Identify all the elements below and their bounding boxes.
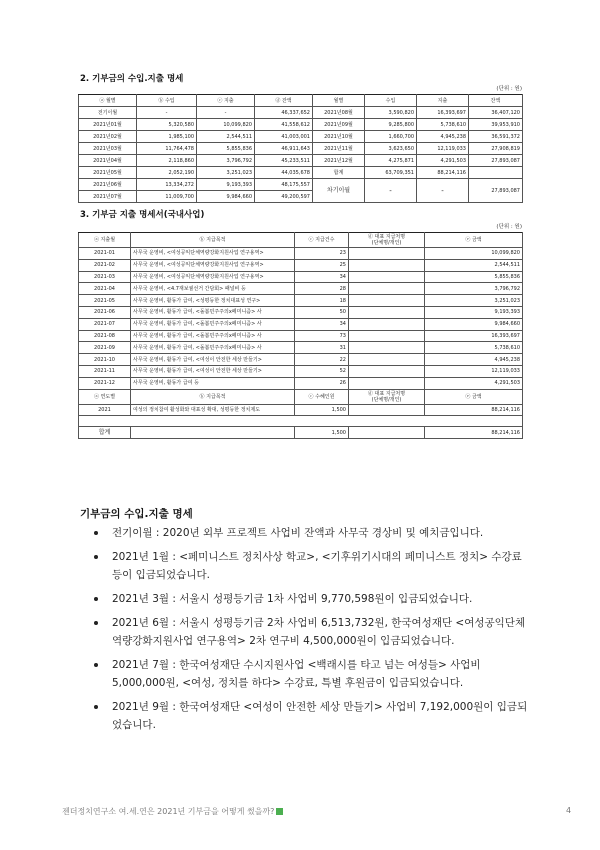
expense-purpose: 사무국 운영비, 활동가 급여, <여성이 안전한 세상 만들기> xyxy=(131,354,295,366)
table-row xyxy=(79,179,523,191)
expense-year-people: 1,500 xyxy=(295,404,349,416)
bullet-icon xyxy=(94,705,98,709)
income-out: 5,855,836 xyxy=(197,143,255,155)
expense-payee xyxy=(349,248,425,260)
income-total-out: 88,214,116 xyxy=(417,167,469,179)
income-in: 3,623,650 xyxy=(365,143,417,155)
income-balance: 46,911,643 xyxy=(255,143,313,155)
expense-purpose: 사무국 운영비, <4.7재보궐선거 간담회> 패널비 등 xyxy=(131,283,295,295)
expense-count: 25 xyxy=(295,259,349,271)
income-out: 3,796,792 xyxy=(197,155,255,167)
income-balance: 46,337,652 xyxy=(255,107,313,119)
expense-payee xyxy=(349,365,425,377)
table-row xyxy=(79,167,523,179)
expense-month: 2021-04 xyxy=(79,283,131,295)
income-balance: 39,953,910 xyxy=(469,119,523,131)
bullet-icon xyxy=(94,663,98,667)
income-carry-out: - xyxy=(417,179,469,203)
expense-amount: 2,544,511 xyxy=(425,259,523,271)
list-item-text: 2021년 1월 : <페미니스트 정치사상 학교>, <기후위기시대의 페미니스트 정치> 수강료 등이 입금되었습니다. xyxy=(112,551,522,581)
income-month: 2021년05월 xyxy=(79,167,137,179)
table-row xyxy=(79,306,523,318)
table-row xyxy=(79,427,523,439)
table-row xyxy=(79,131,523,143)
expense-year: 2021 xyxy=(79,404,131,416)
table-row xyxy=(79,271,523,283)
income-out: 4,945,238 xyxy=(417,131,469,143)
income-carry-label: 차기이월 xyxy=(313,179,365,203)
income-balance: 36,407,120 xyxy=(469,107,523,119)
income-table xyxy=(78,94,523,203)
list-item-text: 2021년 7월 : 한국여성재단 수시지원사업 <백래시를 타고 넘는 여성들> 사업비 5,000,000원, <여성, 정치를 하다> 수강료, 특별 후원금이 입금되었습니다. xyxy=(112,659,481,689)
expense-total-label: 합계 xyxy=(79,427,131,439)
list-item xyxy=(90,548,530,584)
table-row xyxy=(79,155,523,167)
expense-year-header-row xyxy=(79,389,523,404)
table-row xyxy=(79,318,523,330)
expense-year-header: ⓒ 수혜인원 xyxy=(295,389,349,404)
income-header: ⓒ 지출 xyxy=(197,95,255,107)
bullet-icon xyxy=(94,555,98,559)
table-row xyxy=(79,259,523,271)
expense-purpose: 사무국 운영비, <여성공익단체역량강화지원사업 연구용역> xyxy=(131,259,295,271)
income-out: 9,984,660 xyxy=(197,191,255,203)
income-out: 4,291,503 xyxy=(417,155,469,167)
list-item-text: 2021년 6월 : 서울시 성평등기금 2차 사업비 6,513,732원, 한국여성재단 <여성공익단체역량강화지원사업 연구용역> 2차 연구비 4,500,000원이 입금되었습니다. xyxy=(112,617,526,647)
page-number: 4 xyxy=(566,806,572,815)
expense-header: ⓒ 지급건수 xyxy=(295,233,349,248)
section2-title: 2. 기부금의 수입.지출 명세 xyxy=(80,74,184,84)
expense-purpose: 사무국 운영비, 활동가 급여, <돌봄민주주의x페미니즘> 사 xyxy=(131,306,295,318)
expense-month: 2021-09 xyxy=(79,342,131,354)
expense-amount: 12,119,033 xyxy=(425,365,523,377)
income-balance: 49,200,597 xyxy=(255,191,313,203)
expense-table xyxy=(78,232,523,439)
expense-month: 2021-11 xyxy=(79,365,131,377)
income-header: 월별 xyxy=(313,95,365,107)
expense-count: 18 xyxy=(295,295,349,307)
income-month: 2021년02월 xyxy=(79,131,137,143)
income-balance: 36,591,372 xyxy=(469,131,523,143)
expense-purpose: 사무국 운영비, 활동가 급여, <돌봄민주주의x페미니즘> 사 xyxy=(131,342,295,354)
expense-count: 31 xyxy=(295,342,349,354)
expense-month: 2021-03 xyxy=(79,271,131,283)
income-header-row xyxy=(79,95,523,107)
expense-month: 2021-01 xyxy=(79,248,131,260)
income-total-in: 63,709,351 xyxy=(365,167,417,179)
section3-title: 3. 기부금 지출 명세서(국내사업) xyxy=(80,210,205,220)
income-in: - xyxy=(137,107,197,119)
table-spacer xyxy=(79,416,523,427)
income-balance: 45,233,511 xyxy=(255,155,313,167)
income-balance: 27,893,087 xyxy=(469,155,523,167)
expense-year-header: ⓓ 대표 지급처명 (단체명/개인) xyxy=(349,389,425,404)
income-out: 9,193,393 xyxy=(197,179,255,191)
income-out: 10,099,820 xyxy=(197,119,255,131)
expense-amount: 5,855,836 xyxy=(425,271,523,283)
leaf-icon xyxy=(276,808,283,815)
table-row xyxy=(79,354,523,366)
expense-count: 50 xyxy=(295,306,349,318)
table-row xyxy=(79,342,523,354)
expense-total-purpose xyxy=(131,427,295,439)
expense-month: 2021-10 xyxy=(79,354,131,366)
expense-purpose: 사무국 운영비, 활동가 급여, <성평등한 정치대표성 연구> xyxy=(131,295,295,307)
expense-amount: 3,251,023 xyxy=(425,295,523,307)
income-month: 2021년01월 xyxy=(79,119,137,131)
expense-count: 34 xyxy=(295,271,349,283)
income-balance: 48,175,557 xyxy=(255,179,313,191)
income-month: 2021년08월 xyxy=(313,107,365,119)
expense-purpose: 사무국 운영비, 활동가 급여 등 xyxy=(131,377,295,389)
expense-payee xyxy=(349,377,425,389)
expense-payee xyxy=(349,342,425,354)
income-balance: 44,035,678 xyxy=(255,167,313,179)
expense-year-purpose: 여성의 정치참여 활성화와 대표성 확대, 성평등한 정치제도 xyxy=(131,404,295,416)
income-header: ⓓ 잔액 xyxy=(255,95,313,107)
expense-payee xyxy=(349,306,425,318)
expense-header: ⓓ 대표 지급처명 (단체명/개인) xyxy=(349,233,425,248)
bullet-icon xyxy=(94,531,98,535)
expense-payee xyxy=(349,259,425,271)
income-header: 지출 xyxy=(417,95,469,107)
expense-purpose: 사무국 운영비, <여성공익단체역량강화지원사업 연구용역> xyxy=(131,271,295,283)
income-out: - xyxy=(197,107,255,119)
table-row xyxy=(79,377,523,389)
income-header: ⓐ 월별 xyxy=(79,95,137,107)
list-item-text: 전기이월 : 2020년 외부 프로젝트 사업비 잔액과 사무국 경상비 및 예치금입니다. xyxy=(112,527,484,539)
income-in: 9,285,800 xyxy=(365,119,417,131)
expense-count: 23 xyxy=(295,248,349,260)
income-balance: 41,003,001 xyxy=(255,131,313,143)
income-in: 2,118,860 xyxy=(137,155,197,167)
income-out: 3,251,023 xyxy=(197,167,255,179)
expense-count: 26 xyxy=(295,377,349,389)
income-in: 3,590,820 xyxy=(365,107,417,119)
expense-amount: 16,393,697 xyxy=(425,330,523,342)
table-row xyxy=(79,248,523,260)
income-header: 수입 xyxy=(365,95,417,107)
list-item xyxy=(90,614,530,650)
income-in: 11,764,478 xyxy=(137,143,197,155)
income-in: 1,985,100 xyxy=(137,131,197,143)
income-carry-in: - xyxy=(365,179,417,203)
expense-year-header: ⓔ 금액 xyxy=(425,389,523,404)
expense-month: 2021-02 xyxy=(79,259,131,271)
expense-payee xyxy=(349,330,425,342)
table-row xyxy=(79,283,523,295)
income-in: 4,275,871 xyxy=(365,155,417,167)
expense-payee xyxy=(349,295,425,307)
expense-year-header: ⓑ 지급목적 xyxy=(131,389,295,404)
expense-payee xyxy=(349,318,425,330)
expense-total-people: 1,500 xyxy=(295,427,349,439)
income-balance: 41,558,612 xyxy=(255,119,313,131)
expense-count: 34 xyxy=(295,318,349,330)
expense-header: ⓐ 지출월 xyxy=(79,233,131,248)
expense-purpose: 사무국 운영비, 활동가 급여, <돌봄민주주의x페미니즘> 사 xyxy=(131,318,295,330)
summary-title: 기부금의 수입.지출 명세 xyxy=(80,508,193,520)
expense-purpose: 사무국 운영비, <여성공익단체역량강화지원사업 연구용역> xyxy=(131,248,295,260)
expense-amount: 10,099,820 xyxy=(425,248,523,260)
income-in: 2,052,190 xyxy=(137,167,197,179)
expense-header: ⓔ 금액 xyxy=(425,233,523,248)
income-month: 전기이월 xyxy=(79,107,137,119)
expense-header-row xyxy=(79,233,523,248)
income-total-balance xyxy=(469,167,523,179)
income-month: 2021년04월 xyxy=(79,155,137,167)
income-header: ⓑ 수입 xyxy=(137,95,197,107)
income-in: 13,334,272 xyxy=(137,179,197,191)
unit-label-2: (단위 : 원) xyxy=(496,224,522,230)
income-in: 5,320,580 xyxy=(137,119,197,131)
income-total-label: 합계 xyxy=(313,167,365,179)
expense-year-amount: 88,214,116 xyxy=(425,404,523,416)
expense-count: 28 xyxy=(295,283,349,295)
table-row xyxy=(79,404,523,416)
income-out: 16,393,697 xyxy=(417,107,469,119)
list-item xyxy=(90,524,530,542)
expense-amount: 9,984,660 xyxy=(425,318,523,330)
expense-month: 2021-08 xyxy=(79,330,131,342)
table-row xyxy=(79,365,523,377)
expense-month: 2021-12 xyxy=(79,377,131,389)
expense-amount: 5,738,610 xyxy=(425,342,523,354)
expense-payee xyxy=(349,271,425,283)
expense-count: 73 xyxy=(295,330,349,342)
expense-amount: 4,945,238 xyxy=(425,354,523,366)
table-row xyxy=(79,119,523,131)
expense-header: ⓑ 지급목적 xyxy=(131,233,295,248)
expense-amount: 4,291,503 xyxy=(425,377,523,389)
income-in: 1,660,700 xyxy=(365,131,417,143)
table-row xyxy=(79,330,523,342)
list-item-text: 2021년 3월 : 서울시 성평등기금 1차 사업비 9,770,598원이 입금되었습니다. xyxy=(112,593,473,605)
bullet-icon xyxy=(94,597,98,601)
table-row xyxy=(79,143,523,155)
list-item xyxy=(90,590,530,608)
footer xyxy=(62,806,283,817)
income-month: 2021년10월 xyxy=(313,131,365,143)
income-in: 11,009,700 xyxy=(137,191,197,203)
table-row xyxy=(79,107,523,119)
income-month: 2021년09월 xyxy=(313,119,365,131)
expense-payee xyxy=(349,354,425,366)
income-out: 5,738,610 xyxy=(417,119,469,131)
expense-amount: 9,193,393 xyxy=(425,306,523,318)
income-carry-balance: 27,893,087 xyxy=(469,179,523,203)
income-header: 잔액 xyxy=(469,95,523,107)
list-item xyxy=(90,656,530,692)
expense-purpose: 사무국 운영비, 활동가 급여, <돌봄민주주의x페미니즘> 사 xyxy=(131,330,295,342)
expense-payee xyxy=(349,283,425,295)
income-out: 12,119,033 xyxy=(417,143,469,155)
expense-year-payee xyxy=(349,404,425,416)
income-balance: 27,908,819 xyxy=(469,143,523,155)
footer-text: 젠더정치연구소 여.세.연은 2021년 기부금을 어떻게 썼을까? xyxy=(62,807,275,816)
expense-year-header: ⓐ 연도별 xyxy=(79,389,131,404)
expense-month: 2021-06 xyxy=(79,306,131,318)
expense-month: 2021-07 xyxy=(79,318,131,330)
unit-label: (단위 : 원) xyxy=(496,86,522,92)
income-out: 2,544,511 xyxy=(197,131,255,143)
summary-list xyxy=(90,524,530,740)
table-row xyxy=(79,295,523,307)
list-item xyxy=(90,698,530,734)
income-month: 2021년07월 xyxy=(79,191,137,203)
income-month: 2021년11월 xyxy=(313,143,365,155)
expense-amount: 3,796,792 xyxy=(425,283,523,295)
income-month: 2021년03월 xyxy=(79,143,137,155)
expense-month: 2021-05 xyxy=(79,295,131,307)
expense-count: 22 xyxy=(295,354,349,366)
expense-total-amount: 88,214,116 xyxy=(425,427,523,439)
bullet-icon xyxy=(94,621,98,625)
list-item-text: 2021년 9월 : 한국여성재단 <여성이 안전한 세상 만들기> 사업비 7,192,000원이 입금되었습니다. xyxy=(112,701,528,731)
income-month: 2021년12월 xyxy=(313,155,365,167)
expense-purpose: 사무국 운영비, 활동가 급여, <여성이 안전한 세상 만들기> xyxy=(131,365,295,377)
income-month: 2021년06월 xyxy=(79,179,137,191)
expense-total-payee xyxy=(349,427,425,439)
expense-count: 52 xyxy=(295,365,349,377)
